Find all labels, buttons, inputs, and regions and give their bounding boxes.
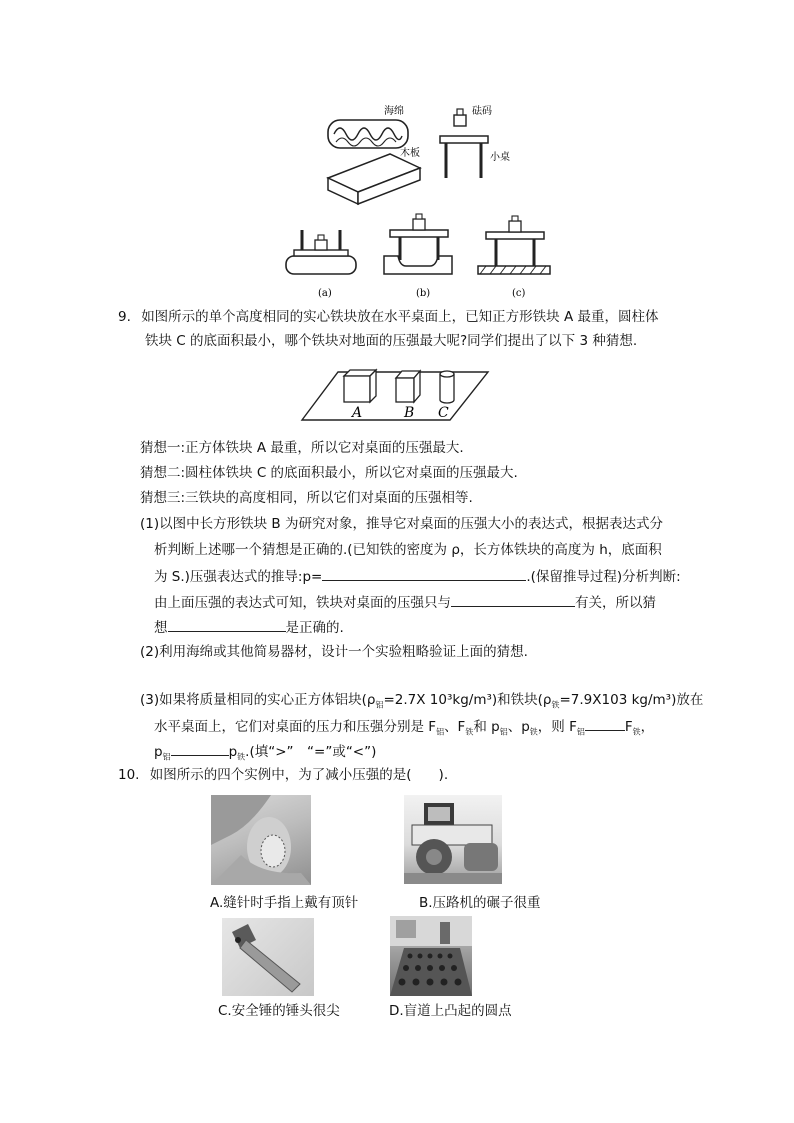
sponge-label: 海绵 xyxy=(384,106,404,117)
option-d-label: D.盲道上凸起的圆点 xyxy=(389,1003,512,1019)
photo-tactile-paving[interactable] xyxy=(390,916,472,996)
q9-part1-line5 xyxy=(154,617,344,638)
pressure-compare-blank[interactable] xyxy=(171,741,229,756)
q9-part3-line2-d: 、p xyxy=(507,719,530,735)
setup-b xyxy=(384,214,452,274)
sub-iron: 铁 xyxy=(551,700,560,710)
q9-part1-line3 xyxy=(154,566,681,587)
q9-part3-line3 xyxy=(154,741,376,768)
cube-a-drawing xyxy=(344,370,376,402)
q9-part3-line2-b: 、F xyxy=(444,719,466,735)
q9-part2: (2)利用海绵或其他简易器材，设计一个实验粗略验证上面的猜想. xyxy=(140,644,528,660)
setup-c xyxy=(478,216,550,274)
q9-part3-line3-a: p xyxy=(154,744,163,760)
q9-number: 9. xyxy=(118,309,131,325)
block-c-label: C xyxy=(438,405,449,421)
road-roller-photo-art xyxy=(404,795,502,884)
sub-label-a: (a) xyxy=(318,288,332,299)
sub-iron: 铁 xyxy=(632,727,641,737)
sub-iron: 铁 xyxy=(465,727,474,737)
sub-aluminum: 铝 xyxy=(576,727,585,737)
guess-2: 猜想二:圆柱体铁块 C 的底面积最小，所以它对桌面的压强最大. xyxy=(140,465,518,481)
pressure-experiment-figure xyxy=(280,98,570,304)
q9-part3-line1 xyxy=(140,690,703,716)
q9-part3-line1-c: =7.9X103 kg/m³)放在 xyxy=(559,692,704,708)
q9-part1-line4-end: 有关，所以猜 xyxy=(575,595,656,611)
block-a-label: A xyxy=(352,405,363,421)
q9-part1-line5-start: 想 xyxy=(154,620,168,636)
photo-safety-hammer[interactable] xyxy=(222,918,314,996)
correct-guess-blank[interactable] xyxy=(168,617,286,632)
weight-drawing xyxy=(454,109,466,126)
q9-part1-line4-start: 由上面压强的表达式可知，铁块对桌面的压强只与 xyxy=(154,595,451,611)
q9-part3-line1-b: =2.7X 10³kg/m³)和铁块(ρ xyxy=(383,692,552,708)
q10-stem-text: 如图所示的四个实例中，为了减小压强的是( ). xyxy=(149,767,449,783)
small-table-drawing xyxy=(440,136,488,178)
q10-stem xyxy=(118,765,448,785)
q9-part3-line2-c: 和 p xyxy=(473,719,500,735)
sub-label-c: (c) xyxy=(512,288,526,299)
iron-blocks-figure xyxy=(300,362,490,424)
q9-part3-line3-b: p xyxy=(228,744,238,760)
photo-road-roller[interactable] xyxy=(404,795,502,884)
setup-a xyxy=(286,230,356,274)
q9-part3-line1-a: (3)如果将质量相同的实心正方体铝块(ρ xyxy=(140,692,376,708)
force-compare-blank[interactable] xyxy=(585,716,625,731)
related-factor-blank[interactable] xyxy=(451,592,575,607)
block-b-drawing xyxy=(396,371,420,402)
q9-part1-line3-start: 为 S.)压强表达式的推导:p= xyxy=(154,569,323,585)
q9-part3-line2-e: ，则 F xyxy=(537,719,577,735)
table-label: 小桌 xyxy=(490,152,510,163)
guess-1: 猜想一:正方体铁块 A 最重，所以它对桌面的压强最大. xyxy=(140,440,464,456)
q9-part3-line3-c: .(填“>” “=”或“<”) xyxy=(245,744,377,760)
board-label: 木板 xyxy=(400,148,420,159)
thimble-photo-art xyxy=(211,795,311,885)
option-a-label: A.缝针时手指上戴有顶针 xyxy=(210,895,359,911)
q9-stem-line1 xyxy=(118,307,659,327)
q9-part3-line2-f: F xyxy=(624,719,633,735)
option-c-label: C.安全锤的锤头很尖 xyxy=(218,1003,340,1019)
q9-part3-line2 xyxy=(154,716,654,743)
sponge-drawing xyxy=(328,120,408,148)
q9-part1-line3-end: .(保留推导过程)分析判断: xyxy=(526,569,681,585)
sub-iron: 铁 xyxy=(237,752,246,762)
board-drawing xyxy=(328,154,420,204)
sub-label-b: (b) xyxy=(416,288,431,299)
q9-stem-text1: 如图所示的单个高度相同的实心铁块放在水平桌面上，已知正方形铁块 A 最重，圆柱体 xyxy=(141,309,659,325)
q9-part1-line2: 析判断上述哪一个猜想是正确的.(已知铁的密度为 ρ，长方体铁块的高度为 h，底面积 xyxy=(154,542,662,558)
pressure-expression-blank[interactable] xyxy=(322,566,526,581)
sub-iron: 铁 xyxy=(529,727,538,737)
option-b-label: B.压路机的碾子很重 xyxy=(419,895,541,911)
q9-stem-line2: 铁块 C 的底面积最小，哪个铁块对地面的压强最大呢?同学们提出了以下 3 种猜想. xyxy=(145,333,638,349)
sub-aluminum: 铝 xyxy=(436,727,445,737)
q9-part1-line5-end: 是正确的. xyxy=(285,620,344,636)
sub-aluminum: 铝 xyxy=(499,727,508,737)
cylinder-c-drawing xyxy=(440,371,454,403)
tactile-paving-photo-art xyxy=(390,916,472,996)
sub-aluminum: 铝 xyxy=(375,700,384,710)
photo-thimble[interactable] xyxy=(211,795,311,885)
sub-aluminum: 铝 xyxy=(162,752,171,762)
safety-hammer-photo-art xyxy=(222,918,314,996)
guess-3: 猜想三:三铁块的高度相同，所以它们对桌面的压强相等. xyxy=(140,490,473,506)
q9-part1-line4 xyxy=(154,592,656,613)
q9-part3-line2-a: 水平桌面上，它们对桌面的压力和压强分别是 F xyxy=(154,719,437,735)
weight-label: 砝码 xyxy=(472,106,492,117)
q10-number: 10. xyxy=(118,767,140,783)
q9-part1-line1: (1)以图中长方形铁块 B 为研究对象，推导它对桌面的压强大小的表达式，根据表达式分 xyxy=(140,516,663,532)
block-b-label: B xyxy=(404,405,415,421)
q9-part3-line2-g: ， xyxy=(640,719,655,735)
